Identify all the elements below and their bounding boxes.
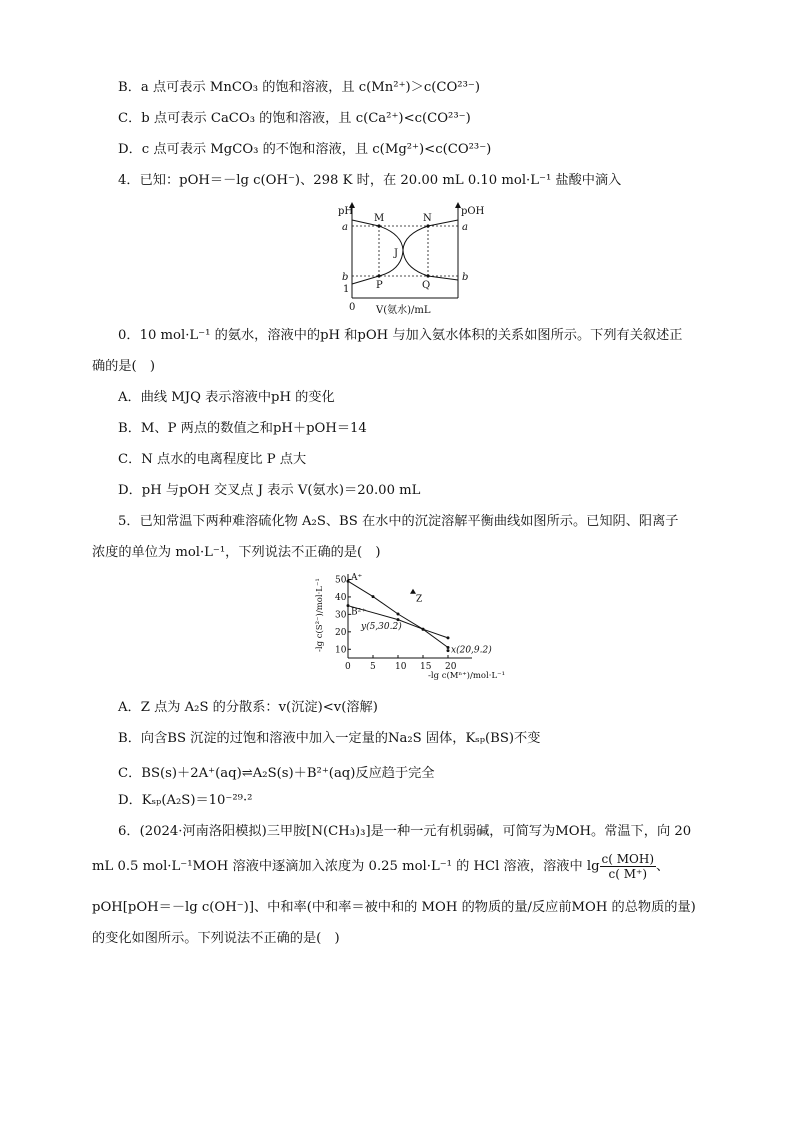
q6-stem-line2-pre: mL 0.5 mol·L⁻¹MOH 溶液中逐滴加入浓度为 0.25 mol·L⁻¹ 的 HCl 溶液，溶液中 lg — [92, 859, 600, 874]
q4-option-c: C．N 点水的电离程度比 P 点大 — [118, 452, 307, 467]
q5-chart — [296, 570, 532, 692]
q5-y-label: -lg c(S²⁻)/mol·L⁻¹ — [315, 578, 325, 652]
q4-option-d: D．pH 与pOH 交叉点 J 表示 V(氨水)＝20.00 mL — [118, 483, 421, 498]
q5-data-point — [447, 646, 450, 649]
q4-label-m: M — [374, 213, 385, 224]
q5-option-c: C．BS(s)＋2A⁺(aq)⇌A₂S(s)＋B²⁺(aq)反应趋于完全 — [118, 766, 435, 781]
q5-data-point — [347, 580, 350, 583]
q5-point-x-label: x(20,9.2) — [451, 645, 492, 656]
q5-data-point — [422, 628, 425, 631]
q4-label-1: 1 — [343, 284, 350, 295]
q4-point-m — [377, 224, 380, 227]
q4-curve-mjq — [352, 220, 458, 280]
q5-data-point — [397, 618, 400, 621]
q5-x-label: -lg c(Mⁿ⁺)/mol·L⁻¹ — [428, 671, 505, 681]
q4-x-label: V(氨水)/mL — [376, 305, 431, 316]
q5-y-tick-label: 10 — [335, 645, 347, 656]
q5-point-z-marker — [410, 589, 416, 594]
q6-frac-num: c( MOH) — [601, 852, 655, 866]
q5-y-tick-label: 40 — [335, 592, 347, 603]
q5-stem-line2: 浓度的单位为 mol·L⁻¹，下列说法不正确的是( ) — [92, 545, 381, 560]
q4-label-j: J — [394, 248, 399, 259]
q5-x-tick-label: 5 — [370, 662, 376, 672]
q4-label-q: Q — [422, 280, 431, 291]
q5-x-tick-label: 0 — [345, 662, 351, 672]
q5-data-point — [372, 595, 375, 598]
q4-label-p: P — [376, 280, 383, 291]
q4-point-n — [426, 224, 429, 227]
q4-label-ph: pH — [338, 206, 354, 217]
q5-point-y-label: y(5,30.2) — [361, 622, 402, 633]
q4-stem-line2: 0．10 mol·L⁻¹ 的氨水，溶液中的pH 和pOH 与加入氨水体积的关系如图所示。下列有关叙述正 — [118, 328, 683, 343]
q6-stem-line2 — [92, 852, 669, 881]
q5-option-b: B．向含BS 沉淀的过饱和溶液中加入一定量的Na₂S 固体，Kₛₚ(BS)不变 — [118, 731, 541, 746]
q4-label-b-left: b — [342, 272, 349, 283]
q6-stem-line2-post: 、 — [656, 859, 670, 874]
q5-y-tick-label: 30 — [335, 610, 347, 621]
q4-label-origin: 0 — [349, 302, 356, 313]
q4-point-q — [426, 274, 429, 277]
q5-point-z-label: Z — [416, 594, 423, 605]
q5-x-tick-label: 10 — [395, 662, 407, 672]
q5-x-tick-label: 15 — [420, 662, 432, 672]
q5-y-tick-label: 50 — [335, 575, 347, 586]
q4-label-n: N — [423, 213, 432, 224]
q4-option-a: A．曲线 MJQ 表示溶液中pH 的变化 — [118, 390, 335, 405]
q4-label-a-left: a — [342, 222, 348, 233]
q5-x-tick-label: 20 — [445, 662, 457, 672]
q5-data-point — [447, 636, 450, 639]
q4-stem-line3: 确的是( ) — [92, 359, 156, 374]
q4-curve-pjn — [352, 220, 458, 284]
q4-label-poh: pOH — [461, 206, 485, 217]
q5-point-x-marker — [447, 649, 450, 652]
option-c-prev: C．b 点可表示 CaCO₃ 的饱和溶液，且 c(Ca²⁺)<c(CO²³⁻) — [118, 111, 471, 126]
option-b-prev: B．a 点可表示 MnCO₃ 的饱和溶液，且 c(Mn²⁺)＞c(CO²³⁻) — [118, 80, 480, 95]
option-d-prev: D．c 点可表示 MgCO₃ 的不饱和溶液，且 c(Mg²⁺)<c(CO²³⁻) — [118, 142, 492, 157]
q5-y-tick-label: 20 — [335, 627, 347, 638]
q6-stem-line3: pOH[pOH＝－lg c(OH⁻)]、中和率(中和率＝被中和的 MOH 的物质的量/反应前MOH 的总物质的量) — [92, 900, 696, 915]
q5-series-label: B²⁺ — [351, 607, 366, 618]
q6-fraction — [600, 852, 657, 881]
q4-label-b-right: b — [462, 272, 469, 283]
q4-figure — [336, 200, 496, 320]
q5-stem-line1: 5．已知常温下两种难溶硫化物 A₂S、BS 在水中的沉淀溶解平衡曲线如图所示。已知阴、阳离子 — [118, 514, 679, 529]
q4-point-p — [377, 274, 380, 277]
q5-data-point — [347, 604, 350, 607]
q5-data-point — [397, 613, 400, 616]
q5-option-d: D．Kₛₚ(A₂S)＝10⁻²⁹·² — [118, 793, 253, 808]
q4-option-b: B．M、P 两点的数值之和pH＋pOH＝14 — [118, 421, 367, 436]
q6-frac-den: c( M⁺) — [608, 867, 648, 881]
q5-series-label: A⁺ — [351, 573, 363, 584]
q6-stem-line1: 6．(2024·河南洛阳模拟)三甲胺[N(CH₃)₃]是一种一元有机弱碱，可简写为MOH。常温下，向 20 — [118, 824, 692, 839]
q4-stem-line1: 4．已知：pOH＝－lg c(OH⁻)、298 K 时，在 20.00 mL 0.10 mol·L⁻¹ 盐酸中滴入 — [118, 173, 622, 188]
q6-stem-line4: 的变化如图所示。下列说法不正确的是( ) — [92, 931, 340, 946]
q5-option-a: A．Z 点为 A₂S 的分散系：v(沉淀)<v(溶解) — [118, 700, 378, 715]
q4-label-a-right: a — [462, 222, 468, 233]
